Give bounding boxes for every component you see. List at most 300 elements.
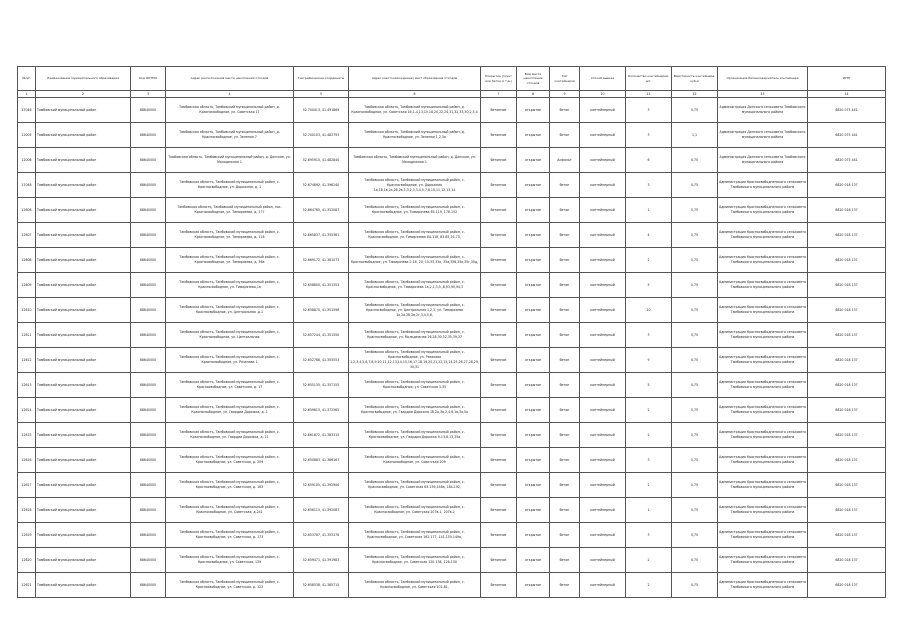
site-kind-cell: открытое	[517, 473, 550, 498]
column-header: Организация-балансодержатель контейнера	[718, 67, 808, 91]
coordinates-cell: 52.661872, 41.383115	[294, 423, 349, 448]
row-number-cell: 12613	[18, 373, 36, 398]
column-number: 11	[626, 91, 672, 98]
oktmo-cell: 68640000	[131, 273, 166, 298]
container-volume-cell: 0,75	[672, 398, 718, 423]
removal-method-cell: контейнерный	[580, 98, 626, 123]
row-number-cell: 12621	[18, 573, 36, 598]
coordinates-cell: 52.656115, 41.392087	[294, 498, 349, 523]
oktmo-cell: 68640000	[131, 423, 166, 448]
municipality-cell: Тамбовский муниципальный район	[36, 198, 131, 223]
container-volume-cell: 0,75	[672, 473, 718, 498]
container-volume-cell: 0,75	[672, 148, 718, 173]
container-volume-cell: 0,75	[672, 548, 718, 573]
surface-cell: бетонное	[481, 323, 517, 348]
container-count-cell: 10	[626, 298, 672, 323]
removal-method-cell: контейнерный	[580, 448, 626, 473]
container-type-cell: бетон	[550, 123, 580, 148]
removal-method-cell: контейнерный	[580, 498, 626, 523]
source-address-cell: Тамбовская область, Тамбовский муниципальный район, с. Красносвободное, ул. Рязанова 1,2,3,4,5,6,7,8,9,10,11,12,13,14,15,16,17,18,19,20,21,22,23,24,25,26,27,28,29,30,31	[349, 348, 481, 373]
owner-org-cell: Администрация Красносвободненского сельсовета Тамбовского муниципального района	[718, 448, 808, 473]
container-volume-cell: 0,75	[672, 323, 718, 348]
owner-org-cell: Администрация Красносвободненского сельсовета Тамбовского муниципального района	[718, 473, 808, 498]
site-kind-cell: открытое	[517, 498, 550, 523]
site-kind-cell: открытое	[517, 398, 550, 423]
table-row	[18, 473, 886, 498]
oktmo-cell: 68640000	[131, 473, 166, 498]
surface-cell: бетонное	[481, 173, 517, 198]
surface-cell: бетонное	[481, 198, 517, 223]
municipality-cell: Тамбовский муниципальный район	[36, 298, 131, 323]
container-type-cell: бетон	[550, 298, 580, 323]
row-number-cell: 12608	[18, 248, 36, 273]
source-address-cell: Тамбовская область, Тамбовский муниципальный район, с. Красносвободное, ул. Советская 101-81,	[349, 573, 481, 598]
owner-org-cell: Администрация Красносвободненского сельсовета Тамбовского муниципального района	[718, 348, 808, 373]
container-count-cell: 5	[626, 373, 672, 398]
site-kind-cell: открытое	[517, 348, 550, 373]
municipality-cell: Тамбовский муниципальный район	[36, 473, 131, 498]
coordinates-cell: 52.664765, 41.352087	[294, 198, 349, 223]
surface-cell: бетонное	[481, 148, 517, 173]
removal-method-cell: контейнерный	[580, 248, 626, 273]
site-kind-cell: открытое	[517, 373, 550, 398]
removal-method-cell: контейнерный	[580, 473, 626, 498]
source-address-cell: Тамбовская область, Тамбовский муниципальный район, с. Красносвободное, ул. Гвардии Дорожка 1б,2а,3а,2,4,6,1в,3а,5а	[349, 398, 481, 423]
site-address-cell: Тамбовская область, Тамбовский муниципальный район, с. Красносвободное, ул. Советская, д. 163	[166, 473, 294, 498]
container-count-cell: 3	[626, 173, 672, 198]
row-number-cell: 12614	[18, 398, 36, 423]
removal-method-cell: контейнерный	[580, 348, 626, 373]
table-row	[18, 398, 886, 423]
site-address-cell: Тамбовская область, Тамбовский муниципальный район, пос. Красносвободное, ул. Тимирязева, д. 177	[166, 198, 294, 223]
site-kind-cell: открытое	[517, 323, 550, 348]
removal-method-cell: контейнерный	[580, 398, 626, 423]
container-count-cell: 1	[626, 498, 672, 523]
coordinates-cell: 52.700103, 41.483793	[294, 123, 349, 148]
column-header: Количество контейнеров, шт.	[626, 67, 672, 91]
row-number-cell: 12618	[18, 498, 36, 523]
table-body	[18, 98, 886, 598]
container-volume-cell: 0,75	[672, 498, 718, 523]
source-address-cell: Тамбовская область, Тамбовский муниципальный район, с. Красносвободное, ул. Советская 63-159,158а, 184-192,	[349, 473, 481, 498]
container-sites-table	[17, 66, 886, 598]
inn-cell: 6820 018 137	[808, 198, 886, 223]
owner-org-cell: Администрация Красносвободненского сельсовета Тамбовского муниципального района	[718, 223, 808, 248]
row-number-cell: 12612	[18, 348, 36, 373]
owner-org-cell: Администрация Донского сельсовета Тамбовского муниципального района	[718, 123, 808, 148]
container-count-cell: 3	[626, 98, 672, 123]
table-row	[18, 248, 886, 273]
surface-cell: бетонное	[481, 248, 517, 273]
site-kind-cell: открытое	[517, 548, 550, 573]
municipality-cell: Тамбовский муниципальный район	[36, 548, 131, 573]
container-type-cell: бетон	[550, 448, 580, 473]
coordinates-cell: 52.659471, 41.391983	[294, 548, 349, 573]
column-number-row	[18, 91, 886, 98]
column-number: 6	[349, 91, 481, 98]
owner-org-cell: Администрация Донского сельсовета Тамбовского муниципального района	[718, 148, 808, 173]
municipality-cell: Тамбовский муниципальный район	[36, 373, 131, 398]
container-volume-cell: 0,75	[672, 523, 718, 548]
inn-cell: 6820 018 137	[808, 498, 886, 523]
oktmo-cell: 68640000	[131, 348, 166, 373]
column-number: 5	[294, 91, 349, 98]
removal-method-cell: контейнерный	[580, 173, 626, 198]
container-type-cell: бетон	[550, 223, 580, 248]
coordinates-cell: 52.674892, 41.396240	[294, 173, 349, 198]
row-number-cell: 12617	[18, 473, 36, 498]
oktmo-cell: 68640000	[131, 548, 166, 573]
container-count-cell: 6	[626, 148, 672, 173]
table-row	[18, 373, 886, 398]
source-address-cell: Тамбовская область, Тамбовский муниципальный район, с. Красносвободное, ул. Гвардии Дорожка 9-13,8-13,25а	[349, 423, 481, 448]
column-number: 2	[36, 91, 131, 98]
owner-org-cell: Администрация Красносвободненского сельсовета Тамбовского муниципального района	[718, 373, 808, 398]
container-count-cell: 2	[626, 548, 672, 573]
inn-cell: 6820 018 137	[808, 398, 886, 423]
container-count-cell: 2	[626, 423, 672, 448]
table-row	[18, 448, 886, 473]
container-count-cell: 2	[626, 573, 672, 598]
container-type-cell: бетон	[550, 98, 580, 123]
inn-cell: 6820 018 137	[808, 223, 886, 248]
owner-org-cell: Администрация Красносвободненского сельсовета Тамбовского муниципального района	[718, 198, 808, 223]
source-address-cell: Тамбовская область, Тамбовский муниципальный район, с. Красносвободное, ул. Советская 209	[349, 448, 481, 473]
site-kind-cell: открытое	[517, 123, 550, 148]
oktmo-cell: 68640000	[131, 198, 166, 223]
site-address-cell: Тамбовская область, Тамбовский муниципальный район, с. Красносвободное, ул. Гвардии Дорожка, д. 11	[166, 423, 294, 448]
owner-org-cell: Администрация Красносвободненского сельсовета Тамбовского муниципального района	[718, 173, 808, 198]
container-count-cell: 9	[626, 348, 672, 373]
municipality-cell: Тамбовский муниципальный район	[36, 523, 131, 548]
site-address-cell: Тамбовская область, Тамбовский муниципальный район, с. Красносвободное, ул. Тимирязева,1а	[166, 273, 294, 298]
owner-org-cell: Администрация Красносвободненского сельсовета Тамбовского муниципального района	[718, 248, 808, 273]
container-type-cell: бетон	[550, 473, 580, 498]
source-address-cell: Тамбовская область, Тамбовский муниципальный район, с. Красносвободное, ул. Советская 120-138, 126-150	[349, 548, 481, 573]
column-header: №п/п	[18, 67, 36, 91]
container-volume-cell: 0,75	[672, 573, 718, 598]
column-number: 3	[131, 91, 166, 98]
site-address-cell: Тамбовская область, Тамбовский муниципальный район, с. Красносвободное, ул. Советская, д. 173	[166, 523, 294, 548]
column-header: Код ОКТМО	[131, 67, 166, 91]
site-address-cell: Тамбовская область, Тамбовский муниципальный район, с. Красносвободное, ул. Советская, д.241	[166, 498, 294, 523]
container-volume-cell: 0,75	[672, 448, 718, 473]
container-type-cell: бетон	[550, 498, 580, 523]
surface-cell: бетонное	[481, 423, 517, 448]
column-header: Покрытие (грунт или бетон и т.д.)	[481, 67, 517, 91]
row-number-cell: 12620	[18, 548, 36, 573]
municipality-cell: Тамбовский муниципальный район	[36, 398, 131, 423]
source-address-cell: Тамбовская область, Тамбовский муниципальный район, с. Красносвободное, ул. Центральная 1,2,3, ул. Тимирязева 1а,2а,2б,2в,2г,3,4,5,6,	[349, 298, 481, 323]
inn-cell: 6820 018 137	[808, 423, 886, 448]
container-count-cell: 2	[626, 248, 672, 273]
oktmo-cell: 68640000	[131, 123, 166, 148]
table-row	[18, 273, 886, 298]
container-volume-cell: 0,75	[672, 298, 718, 323]
site-kind-cell: открытое	[517, 423, 550, 448]
column-header: ИНН	[808, 67, 886, 91]
source-address-cell: Тамбовская область, Тамбовский муниципальный район, с. Красносвободное, ул. Тимирязева 84-118, 83-85,25-70,	[349, 223, 481, 248]
row-number-cell: 12606	[18, 198, 36, 223]
owner-org-cell: Администрация Красносвободненского сельсовета Тамбовского муниципального района	[718, 523, 808, 548]
inn-cell: 6820 018 137	[808, 323, 886, 348]
container-count-cell: 3	[626, 123, 672, 148]
row-number-cell: 12610	[18, 298, 36, 323]
site-address-cell: Тамбовская область, Тамбовский муниципальный район, с. Красносвободное, ул. Советская, д. 209	[166, 448, 294, 473]
coordinates-cell: 52.650883, 41.386167	[294, 448, 349, 473]
site-kind-cell: открытое	[517, 573, 550, 598]
surface-cell: бетонное	[481, 548, 517, 573]
site-address-cell: Тамбовская область, Тамбовский муниципальный район, с. Красносвободное, ул. Гвардии Дорожка, д. 1	[166, 398, 294, 423]
removal-method-cell: контейнерный	[580, 123, 626, 148]
coordinates-cell: 52.669172, 41.361072	[294, 248, 349, 273]
owner-org-cell: Администрация Красносвободненского сельсовета Тамбовского муниципального района	[718, 273, 808, 298]
site-address-cell: Тамбовская область, Тамбовский муниципальный район, д. Красносвободное, ул. Советская 17	[166, 98, 294, 123]
site-address-cell: Тамбовская область, Тамбовский муниципальный район, с. Красносвободное, ул. Советская, д. 17	[166, 373, 294, 398]
oktmo-cell: 68640000	[131, 148, 166, 173]
column-number: 8	[517, 91, 550, 98]
inn-cell: 6820 018 137	[808, 473, 886, 498]
municipality-cell: Тамбовский муниципальный район	[36, 348, 131, 373]
removal-method-cell: контейнерный	[580, 373, 626, 398]
source-address-cell: Тамбовская область, Тамбовский муниципальный район, с. Красносвободное, ул. Тимирязева 65-119, 178-152	[349, 198, 481, 223]
site-address-cell: Тамбовская область, Тамбовский муниципальный район, д. Донское, ул. Молодежная 1	[166, 148, 294, 173]
row-number-cell: 12616	[18, 448, 36, 473]
container-count-cell: 2	[626, 398, 672, 423]
oktmo-cell: 68640000	[131, 523, 166, 548]
removal-method-cell: контейнерный	[580, 548, 626, 573]
surface-cell: бетонное	[481, 348, 517, 373]
table-row	[18, 98, 886, 123]
oktmo-cell: 68640000	[131, 448, 166, 473]
municipality-cell: Тамбовский муниципальный район	[36, 223, 131, 248]
source-address-cell: Тамбовская область, Тамбовский муниципальный район, с. Красносвободное, ул. Дорожная 1а,1б,1в,2а,2б,2в,3,3,2,3,3,4,5,7,8,10,11,12,13,14	[349, 173, 481, 198]
table-row	[18, 298, 886, 323]
site-address-cell: Тамбовская область, Тамбовский муниципальный район, с. Красносвободное, ул. Советская, 139	[166, 548, 294, 573]
coordinates-cell: 52.659615, 41.372565	[294, 398, 349, 423]
removal-method-cell: контейнерный	[580, 523, 626, 548]
container-count-cell: 2	[626, 473, 672, 498]
owner-org-cell: Администрация Донского сельсовета Тамбовского муниципального района	[718, 98, 808, 123]
container-volume-cell: 0,75	[672, 223, 718, 248]
site-kind-cell: открытое	[517, 148, 550, 173]
removal-method-cell: контейнерный	[580, 148, 626, 173]
oktmo-cell: 68640000	[131, 373, 166, 398]
municipality-cell: Тамбовский муниципальный район	[36, 98, 131, 123]
municipality-cell: Тамбовский муниципальный район	[36, 498, 131, 523]
owner-org-cell: Администрация Красносвободненского сельсовета Тамбовского муниципального района	[718, 498, 808, 523]
site-kind-cell: открытое	[517, 198, 550, 223]
table-row	[18, 523, 886, 548]
row-number-cell: 12607	[18, 223, 36, 248]
inn-cell: 6820 075 441	[808, 98, 886, 123]
container-volume-cell: 0,75	[672, 273, 718, 298]
row-number-cell: 12619	[18, 523, 36, 548]
container-count-cell: 3	[626, 523, 672, 548]
surface-cell: бетонное	[481, 573, 517, 598]
coordinates-cell: 52.652788, 41.355553	[294, 348, 349, 373]
container-type-cell: бетон	[550, 423, 580, 448]
inn-cell: 6820 018 137	[808, 548, 886, 573]
container-type-cell: бетон	[550, 398, 580, 423]
row-number-cell: 12609	[18, 273, 36, 298]
coordinates-cell: 52.700413, 41.491869	[294, 98, 349, 123]
table-row	[18, 173, 886, 198]
source-address-cell: Тамбовская область, Тамбовский муниципальный район, с. Красносвободное, ул. Советская 1-35	[349, 373, 481, 398]
container-count-cell: 4	[626, 223, 672, 248]
site-address-cell: Тамбовская область, Тамбовский муниципальный район, с. Красносвободное, ул. Тимирязева, д. 36а	[166, 248, 294, 273]
coordinates-cell: 52.653787, 41.393176	[294, 523, 349, 548]
owner-org-cell: Администрация Красносвободненского сельсовета Тамбовского муниципального района	[718, 423, 808, 448]
table-row	[18, 573, 886, 598]
inn-cell: 6820 018 137	[808, 273, 886, 298]
column-number: 12	[672, 91, 718, 98]
column-header: Тип контейнеров	[550, 67, 580, 91]
site-kind-cell: открытое	[517, 523, 550, 548]
table-row	[18, 198, 886, 223]
site-address-cell: Тамбовская область, Тамбовский муниципальный район, с. Красносвободное, ул. Дорожная, д. 1	[166, 173, 294, 198]
site-kind-cell: открытое	[517, 448, 550, 473]
container-count-cell: 5	[626, 273, 672, 298]
table-row	[18, 348, 886, 373]
row-number-cell: 17046	[18, 98, 36, 123]
municipality-cell: Тамбовский муниципальный район	[36, 148, 131, 173]
source-address-cell: Тамбовская область, Тамбовский муниципальный район, с. Красносвободное, ул. Молодежная 26,28,30,32,35,39,37	[349, 323, 481, 348]
column-header: Наименование муниципального образования	[36, 67, 131, 91]
inn-cell: 6820 018 137	[808, 348, 886, 373]
container-type-cell: бетон	[550, 348, 580, 373]
container-type-cell: бетон	[550, 248, 580, 273]
site-address-cell: Тамбовская область, Тамбовский муниципальный район, с. Красносвободное, ул. Советская, д. 122	[166, 573, 294, 598]
column-number: 10	[580, 91, 626, 98]
coordinates-cell: 52.657244, 41.351550	[294, 323, 349, 348]
column-number: 4	[166, 91, 294, 98]
inn-cell: 6820 018 137	[808, 448, 886, 473]
row-number-cell: 12615	[18, 423, 36, 448]
site-address-cell: Тамбовская область, Тамбовский муниципальный район, с. Красносвободное, ул. Центральная ,д.1	[166, 298, 294, 323]
container-volume-cell: 0,75	[672, 98, 718, 123]
surface-cell: бетонное	[481, 98, 517, 123]
column-header: Вместимость контейнера, куб.м	[672, 67, 718, 91]
surface-cell: бетонное	[481, 398, 517, 423]
municipality-cell: Тамбовский муниципальный район	[36, 323, 131, 348]
removal-method-cell: контейнерный	[580, 323, 626, 348]
table-row	[18, 498, 886, 523]
container-count-cell: 3	[626, 448, 672, 473]
removal-method-cell: контейнерный	[580, 298, 626, 323]
municipality-cell: Тамбовский муниципальный район	[36, 248, 131, 273]
inn-cell: 6820 018 137	[808, 573, 886, 598]
coordinates-cell: 52.658538, 41.385715	[294, 573, 349, 598]
site-address-cell: Тамбовская область, Тамбовский муниципальный район, с. Красносвободное, ул. Тимирязева, д. 118	[166, 223, 294, 248]
municipality-cell: Тамбовский муниципальный район	[36, 573, 131, 598]
owner-org-cell: Администрация Красносвободненского сельсовета Тамбовского муниципального района	[718, 298, 808, 323]
owner-org-cell: Администрация Красносвободненского сельсовета Тамбовского муниципального района	[718, 548, 808, 573]
container-volume-cell: 0,75	[672, 248, 718, 273]
row-number-cell: 12611	[18, 323, 36, 348]
surface-cell: бетонное	[481, 498, 517, 523]
container-type-cell: бетон	[550, 373, 580, 398]
surface-cell: бетонное	[481, 523, 517, 548]
container-type-cell: бетон	[550, 198, 580, 223]
surface-cell: бетонное	[481, 473, 517, 498]
surface-cell: бетонное	[481, 223, 517, 248]
removal-method-cell: контейнерный	[580, 273, 626, 298]
site-address-cell: Тамбовская область, Тамбовский муниципальный район, с. Красносвободное, ул. Рязанова 1	[166, 348, 294, 373]
site-kind-cell: открытое	[517, 248, 550, 273]
container-type-cell: бетон	[550, 273, 580, 298]
container-type-cell: бетон	[550, 323, 580, 348]
row-number-cell: 17048	[18, 173, 36, 198]
row-number-cell: 12005	[18, 123, 36, 148]
surface-cell: бетонное	[481, 448, 517, 473]
inn-cell: 6820 018 137	[808, 373, 886, 398]
column-header: Географические координаты	[294, 67, 349, 91]
container-volume-cell: 0,75	[672, 348, 718, 373]
source-address-cell: Тамбовская область, Тамбовский муниципальный район, с. Красносвободное, ул. Советская 162-177, 141-155,149а,	[349, 523, 481, 548]
column-number: 13	[718, 91, 808, 98]
table-row	[18, 223, 886, 248]
column-header: Адрес расположения места накопления отходов	[166, 67, 294, 91]
container-volume-cell: 0,75	[672, 373, 718, 398]
removal-method-cell: контейнерный	[580, 223, 626, 248]
oktmo-cell: 68640000	[131, 323, 166, 348]
coordinates-cell: 52.665837, 41.355361	[294, 223, 349, 248]
container-volume-cell: 0,75	[672, 198, 718, 223]
site-kind-cell: открытое	[517, 298, 550, 323]
site-kind-cell: открытое	[517, 173, 550, 198]
inn-cell: 6820 075 441	[808, 148, 886, 173]
oktmo-cell: 68640000	[131, 398, 166, 423]
inn-cell: 6820 018 137	[808, 523, 886, 548]
source-address-cell: Тамбовская область, Тамбовский муниципальный район, с. Красносвободное, ул. Тимирязева 1а,2,1,3,5,,8,93,95,94,3	[349, 273, 481, 298]
container-volume-cell: 0,75	[672, 173, 718, 198]
column-header: Способ вывоза	[580, 67, 626, 91]
table-row	[18, 323, 886, 348]
removal-method-cell: контейнерный	[580, 198, 626, 223]
inn-cell: 6820 075 441	[808, 123, 886, 148]
site-address-cell: Тамбовская область, Тамбовский муниципальный район, с. Красносвободное, ул. Центральная	[166, 323, 294, 348]
oktmo-cell: 68640000	[131, 498, 166, 523]
removal-method-cell: контейнерный	[580, 573, 626, 598]
container-count-cell: 3	[626, 323, 672, 348]
surface-cell: бетонное	[481, 273, 517, 298]
column-header: Вид места накопления отходов	[517, 67, 550, 91]
coordinates-cell: 52.655135, 41.357155	[294, 373, 349, 398]
row-number-cell: 12006	[18, 148, 36, 173]
surface-cell: бетонное	[481, 373, 517, 398]
column-header: Адрес (местонахождение) мест образования отходов	[349, 67, 481, 91]
source-address-cell: Тамбовская область, Тамбовский муниципальный район, д. Донское, ул. Молодежная 1	[349, 148, 481, 173]
site-kind-cell: открытое	[517, 98, 550, 123]
municipality-cell: Тамбовский муниципальный район	[36, 123, 131, 148]
municipality-cell: Тамбовский муниципальный район	[36, 423, 131, 448]
oktmo-cell: 68640000	[131, 573, 166, 598]
container-type-cell: бетон	[550, 173, 580, 198]
site-kind-cell: открытое	[517, 273, 550, 298]
owner-org-cell: Администрация Красносвободненского сельсовета Тамбовского муниципального района	[718, 398, 808, 423]
oktmo-cell: 68640000	[131, 298, 166, 323]
table-row	[18, 423, 886, 448]
removal-method-cell: контейнерный	[580, 423, 626, 448]
owner-org-cell: Администрация Красносвободненского сельсовета Тамбовского муниципального района	[718, 323, 808, 348]
oktmo-cell: 68640000	[131, 248, 166, 273]
container-volume-cell: 1,1	[672, 123, 718, 148]
coordinates-cell: 52.695910, 41.482840	[294, 148, 349, 173]
column-number: 9	[550, 91, 580, 98]
municipality-cell: Тамбовский муниципальный район	[36, 448, 131, 473]
surface-cell: бетонное	[481, 123, 517, 148]
